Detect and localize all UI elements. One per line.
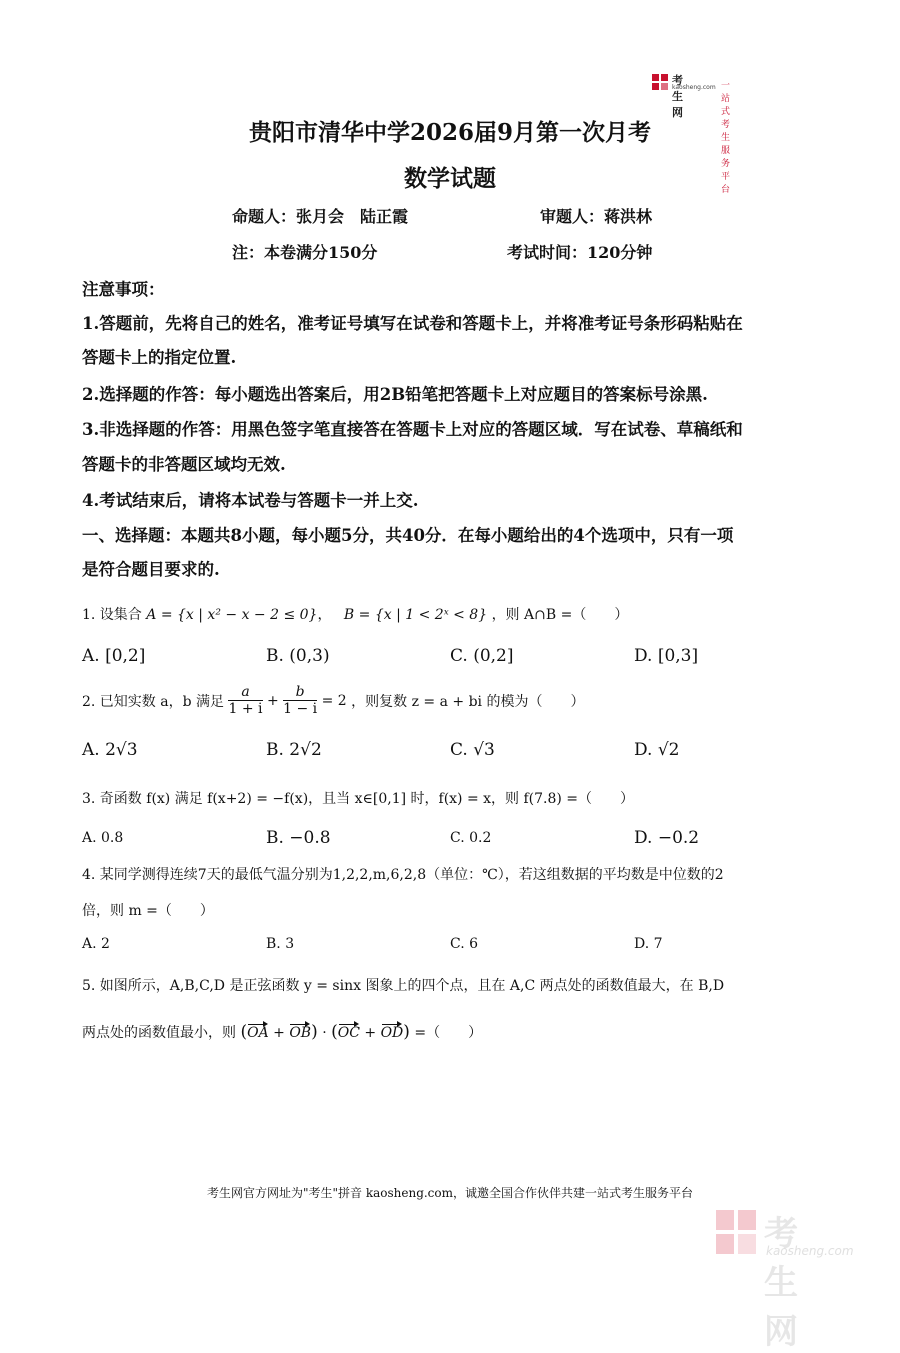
- question-4-line-1: 4. 某同学测得连续7天的最低气温分别为1,2,2,m,6,2,8（单位：℃），若这组数据的平均数是中位数的2: [82, 867, 724, 883]
- question-2-option-b: B. 2√2: [266, 740, 322, 760]
- author-label: 命题人：张月会 陆正霞: [232, 207, 409, 226]
- question-2-option-d: D. √2: [634, 740, 680, 760]
- watermark-name: 考生网: [764, 1214, 798, 1352]
- fraction-1-numerator: a: [228, 684, 262, 701]
- question-1-prefix: 1. 设集合: [82, 607, 142, 623]
- question-1-set-a: A = {x | x² − x − 2 ≤ 0}: [146, 607, 318, 623]
- question-5-line-1: 5. 如图所示，A,B,C,D 是正弦函数 y = sinx 图象上的四个点，且在 A,C 两点处的函数值最大，在 B,D: [82, 978, 725, 994]
- question-1-option-a: A. [0,2]: [82, 646, 146, 666]
- question-2-fraction-2: [283, 684, 317, 718]
- notice-item-1-line-1: 1.答题前，先将自己的姓名，准考证号填写在试卷和答题卡上，并将准考证号条形码粘贴在: [82, 314, 743, 333]
- notice-item-4: 4.考试结束后，请将本试卷与答题卡一并上交.: [82, 491, 419, 510]
- vector-oc: OC: [337, 1025, 360, 1041]
- vector-od: OD: [380, 1025, 404, 1041]
- logo-name: 考生网: [672, 74, 683, 119]
- watermark-domain: kaosheng.com: [766, 1244, 854, 1258]
- logo-slogan: 一站式考生服务平台: [721, 81, 731, 195]
- question-4-line-2: 倍，则 m =（ ）: [82, 903, 214, 919]
- notice-item-1-line-2: 答题卡上的指定位置.: [82, 348, 237, 367]
- section-1-line-1: 一、选择题：本题共8小题，每小题5分，共40分．在每小题给出的4个选项中，只有一项: [82, 526, 734, 545]
- fraction-2-denominator: 1 − i: [283, 701, 318, 717]
- question-5-line-2: 两点处的函数值最小，则 (OA + OB) · (OC + OD) =（ ）: [82, 1022, 483, 1042]
- question-2-fraction-1: [228, 684, 262, 718]
- notice-heading: 注意事项：: [82, 280, 165, 299]
- question-4-option-b: B. 3: [266, 936, 295, 952]
- vector-ob: OB: [289, 1025, 312, 1041]
- question-1-set-b: B = {x | 1 < 2ˣ < 8}: [343, 607, 488, 623]
- question-5-prefix: 两点处的函数值最小，则: [82, 1025, 236, 1041]
- question-4-option-a: A. 2: [82, 936, 110, 952]
- logo-domain: kaosheng.com: [672, 84, 716, 91]
- question-2-option-c: C. √3: [450, 740, 495, 760]
- question-2-option-a: A. 2√3: [82, 740, 138, 760]
- fraction-1-denominator: 1 + i: [228, 701, 263, 717]
- question-2: 2. 已知实数 a，b 满足 $\frac{a}{1 + i}$ + $\frac{b}{1 - i}$ = 2 ，则复数 z = a + bi 的模为（ ）: [82, 684, 585, 717]
- notice-item-3-line-2: 答题卡的非答题区域均无效.: [82, 455, 286, 474]
- question-3-option-a: A. 0.8: [82, 830, 124, 846]
- question-3-option-d: D. −0.2: [634, 828, 700, 848]
- score-label: 注：本卷满分150分: [232, 243, 378, 262]
- question-1-option-d: D. [0,3]: [634, 646, 699, 666]
- reviewer-label: 审题人：蒋洪林: [540, 207, 653, 226]
- question-1-suffix: ，则 A∩B =（ ）: [491, 607, 629, 623]
- question-3-option-c: C. 0.2: [450, 830, 492, 846]
- notice-item-3-line-1: 3.非选择题的作答：用黑色签字笔直接答在答题卡上对应的答题区域．写在试卷、草稿纸和: [82, 420, 743, 439]
- kaosheng-logo-icon: [651, 73, 669, 91]
- question-1-option-b: B. (0,3): [266, 646, 330, 666]
- question-1: 1. 设集合 A = {x | x² − x − 2 ≤ 0}， B = {x | 1 < 2ˣ < 8} ，则 A∩B =（ ）: [82, 607, 629, 623]
- time-label: 考试时间：120分钟: [507, 243, 653, 262]
- page-footer: 考生网官方网址为"考生"拼音 kaosheng.com，诚邀全国合作伙伴共建一站式考生服务平台: [206, 1186, 694, 1200]
- notice-item-2: 2.选择题的作答：每小题选出答案后，用2B铅笔把答题卡上对应题目的答案标号涂黑.: [82, 385, 708, 404]
- question-4-option-d: D. 7: [634, 936, 663, 952]
- watermark-logo-icon: [714, 1208, 758, 1256]
- exam-title: 贵阳市清华中学2026届9月第一次月考: [248, 119, 652, 146]
- question-3-option-b: B. −0.8: [266, 828, 331, 848]
- section-1-line-2: 是符合题目要求的.: [82, 560, 220, 579]
- question-2-prefix: 2. 已知实数 a，b 满足: [82, 694, 225, 710]
- fraction-2-numerator: b: [283, 684, 317, 701]
- vector-oa: OA: [247, 1025, 269, 1041]
- question-2-equals: = 2: [321, 693, 347, 709]
- question-2-suffix: ，则复数 z = a + bi 的模为（ ）: [351, 694, 585, 710]
- question-3: 3. 奇函数 f(x) 满足 f(x+2) = −f(x)，且当 x∈[0,1] 时，f(x) = x，则 f(7.8) =（ ）: [82, 791, 635, 807]
- exam-subtitle: 数学试题: [404, 165, 496, 192]
- question-5-suffix: =（ ）: [414, 1025, 483, 1041]
- question-1-option-c: C. (0,2]: [450, 646, 514, 666]
- question-4-option-c: C. 6: [450, 936, 479, 952]
